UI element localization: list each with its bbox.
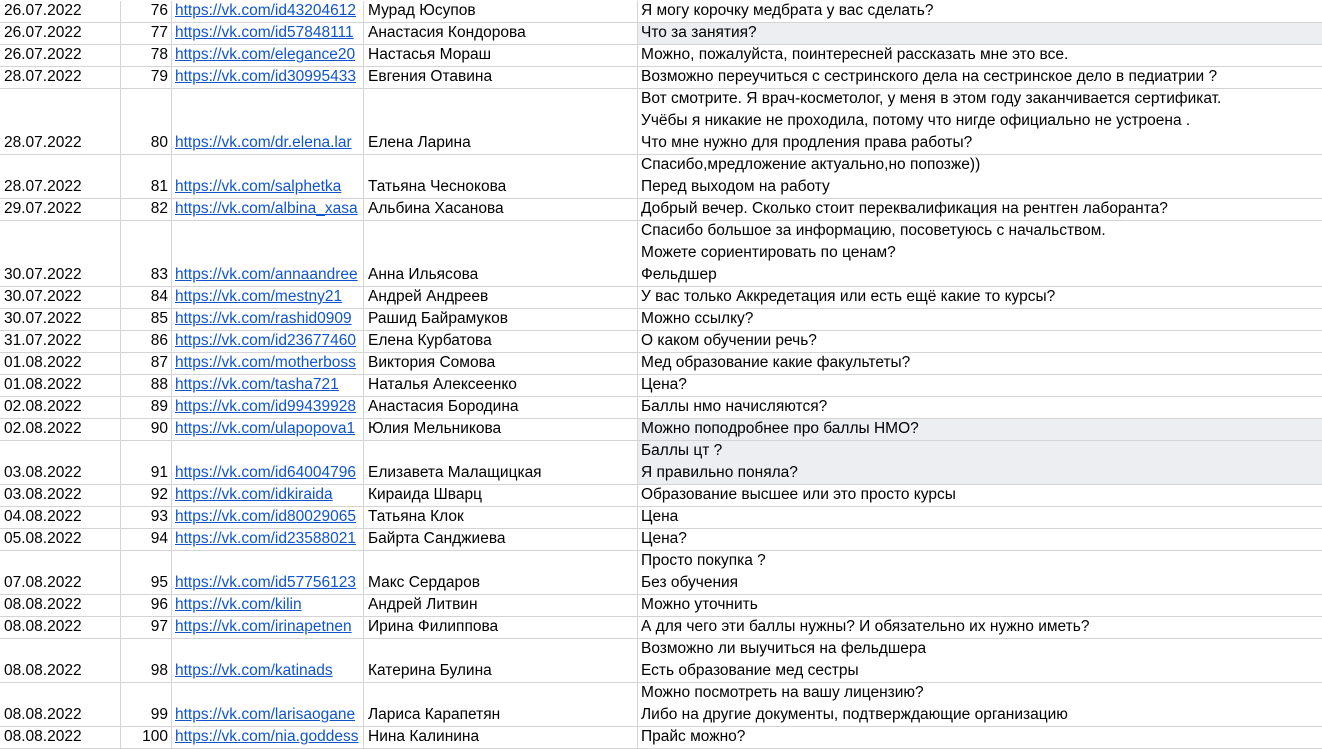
message-cell[interactable] [638,89,1322,155]
profile-link-text[interactable]: https://vk.com/id43204612 [175,2,356,19]
message-cell[interactable] [638,617,1322,639]
date-cell[interactable] [0,67,121,89]
number-cell[interactable] [121,551,172,595]
message-line: Добрый вечер. Сколько стоит переквалификация на рентген лаборанта? [641,200,1168,217]
number-cell[interactable] [121,441,172,485]
table-row [0,639,1322,683]
name-cell-text[interactable]: Нина Калинина [368,728,480,745]
date-cell[interactable] [0,309,121,331]
date-cell[interactable] [0,155,121,199]
message-line: Баллы цт ? [641,442,723,459]
profile-link-text[interactable]: https://vk.com/id57756123 [175,574,356,591]
message-cell[interactable] [638,331,1322,353]
message-cell[interactable] [638,221,1322,287]
date-cell-text[interactable]: 30.07.2022 [4,288,82,305]
name-cell-text[interactable]: Лариса Карапетян [368,706,501,723]
date-cell[interactable] [0,221,121,287]
profile-link-text[interactable]: https://vk.com/kilin [175,596,302,613]
date-cell-text[interactable]: 30.07.2022 [4,310,82,327]
name-cell[interactable] [364,67,638,89]
date-cell[interactable] [0,507,121,529]
table-row [0,89,1322,155]
name-cell-text[interactable]: Елена Курбатова [368,332,492,349]
number-cell[interactable] [121,419,172,441]
number-cell[interactable] [121,683,172,727]
profile-link[interactable] [172,529,364,551]
profile-link-text[interactable]: https://vk.com/dr.elena.lar [175,134,352,151]
name-cell-text[interactable]: Юлия Мельникова [368,420,502,437]
name-cell-text[interactable]: Елизавета Малащицкая [368,464,542,481]
name-cell-text[interactable]: Кираида Шварц [368,486,482,503]
profile-link-text[interactable]: https://vk.com/albina_xasa [175,200,358,217]
name-cell[interactable] [364,529,638,551]
profile-link-text[interactable]: https://vk.com/id57848111 [175,24,354,41]
date-cell[interactable] [0,353,121,375]
name-cell-text[interactable]: Анна Ильясова [368,266,479,283]
date-cell-text[interactable]: 07.08.2022 [4,574,82,591]
table-row [0,287,1322,309]
date-cell-text[interactable]: 02.08.2022 [4,420,82,437]
name-cell[interactable] [364,595,638,617]
number-cell[interactable] [121,331,172,353]
table-row [0,23,1322,45]
message-cell[interactable] [638,727,1322,749]
message-line: О каком обучении речь? [641,332,817,349]
profile-link[interactable] [172,441,364,485]
date-cell[interactable] [0,617,121,639]
table-row [0,595,1322,617]
date-cell-text[interactable]: 01.08.2022 [4,354,82,371]
date-cell[interactable] [0,551,121,595]
message-line: Есть образование мед сестры [641,662,859,679]
name-cell-text[interactable]: Макс Сердаров [368,574,480,591]
number-cell-text[interactable]: 78 [150,46,168,63]
date-cell-text[interactable]: 28.07.2022 [4,178,82,195]
name-cell-text[interactable]: Елена Ларина [368,134,471,151]
message-cell[interactable] [638,639,1322,683]
number-cell[interactable] [121,45,172,67]
message-cell[interactable] [638,287,1322,309]
number-cell[interactable] [121,485,172,507]
number-cell-text[interactable]: 96 [150,596,168,613]
message-cell[interactable] [638,353,1322,375]
message-line: Возможно ли выучиться на фельдшера [641,640,927,657]
profile-link[interactable] [172,683,364,727]
name-cell-text[interactable]: Альбина Хасанова [368,200,504,217]
date-cell[interactable] [0,639,121,683]
profile-link-text[interactable]: https://vk.com/ulapopova1 [175,420,356,437]
name-cell[interactable] [364,155,638,199]
profile-link[interactable] [172,221,364,287]
name-cell[interactable] [364,353,638,375]
table-row [0,199,1322,221]
table-row [0,45,1322,67]
number-cell-text[interactable]: 95 [150,574,168,591]
number-cell-text[interactable]: 85 [150,310,168,327]
table-row [0,485,1322,507]
name-cell[interactable] [364,23,638,45]
table-row [0,353,1322,375]
message-cell[interactable] [638,397,1322,419]
date-cell[interactable] [0,397,121,419]
date-cell-text[interactable]: 29.07.2022 [4,200,82,217]
number-cell-text[interactable]: 90 [150,420,168,437]
number-cell[interactable] [121,507,172,529]
name-cell[interactable] [364,639,638,683]
name-cell[interactable] [364,727,638,749]
message-line: Образование высшее или это просто курсы [641,486,956,503]
profile-link[interactable] [172,89,364,155]
message-cell[interactable] [638,441,1322,485]
number-cell-text[interactable]: 89 [150,398,168,415]
profile-link-text[interactable]: https://vk.com/id80029065 [175,508,356,525]
table-row [0,551,1322,595]
number-cell[interactable] [121,617,172,639]
date-cell[interactable] [0,419,121,441]
name-cell[interactable] [364,89,638,155]
profile-link-text[interactable]: https://vk.com/motherboss [175,354,356,371]
date-cell-text[interactable]: 08.08.2022 [4,728,82,745]
name-cell-text[interactable]: Ирина Филиппова [368,618,499,635]
profile-link-text[interactable]: https://vk.com/id23588021 [175,530,356,547]
table-row [0,67,1322,89]
message-cell[interactable] [638,45,1322,67]
date-cell[interactable] [0,23,121,45]
date-cell[interactable] [0,199,121,221]
date-cell-text[interactable]: 26.07.2022 [4,2,82,19]
number-cell[interactable] [121,89,172,155]
profile-link[interactable] [172,67,364,89]
number-cell[interactable] [121,67,172,89]
profile-link[interactable] [172,595,364,617]
table-row [0,1,1322,23]
message-cell[interactable] [638,551,1322,595]
message-cell[interactable] [638,683,1322,727]
message-line: Можно посмотреть на вашу лицензию? [641,684,924,701]
profile-link[interactable] [172,353,364,375]
date-cell[interactable] [0,595,121,617]
number-cell[interactable] [121,595,172,617]
message-line: Мед образование какие факультеты? [641,354,911,371]
table-row [0,727,1322,749]
date-cell-text[interactable]: 28.07.2022 [4,134,82,151]
message-line: У вас только Аккредетация или есть ещё какие то курсы? [641,288,1056,305]
number-cell[interactable] [121,353,172,375]
message-line: Что за занятия? [641,24,757,41]
message-cell[interactable] [638,23,1322,45]
message-cell[interactable] [638,595,1322,617]
date-cell[interactable] [0,529,121,551]
message-cell[interactable] [638,375,1322,397]
name-cell[interactable] [364,1,638,23]
profile-link-text[interactable]: https://vk.com/irinapetnen [175,618,352,635]
name-cell[interactable] [364,485,638,507]
name-cell[interactable] [364,309,638,331]
message-cell[interactable] [638,529,1322,551]
number-cell-text[interactable]: 94 [150,530,168,547]
name-cell[interactable] [364,419,638,441]
number-cell[interactable] [121,727,172,749]
name-cell-text[interactable]: Евгения Отавина [368,68,493,85]
table-row [0,683,1322,727]
number-cell[interactable] [121,309,172,331]
profile-link[interactable] [172,419,364,441]
profile-link[interactable] [172,727,364,749]
message-line: Можно уточнить [641,596,758,613]
message-line: Прайс можно? [641,728,746,745]
table-row [0,507,1322,529]
date-cell[interactable] [0,375,121,397]
profile-link-text[interactable]: https://vk.com/elegance20 [175,46,356,63]
date-cell-text[interactable]: 08.08.2022 [4,618,82,635]
profile-link[interactable] [172,507,364,529]
number-cell-text[interactable]: 83 [150,266,168,283]
name-cell-text[interactable]: Настасья Мораш [368,46,492,63]
name-cell-text[interactable]: Анастасия Кондорова [368,24,526,41]
number-cell-text[interactable]: 76 [150,2,168,19]
profile-link[interactable] [172,199,364,221]
name-cell[interactable] [364,551,638,595]
table-row [0,529,1322,551]
profile-link[interactable] [172,155,364,199]
date-cell-text[interactable]: 01.08.2022 [4,376,82,393]
message-line: Либо на другие документы, подтверждающие организацию [641,706,1068,723]
date-cell[interactable] [0,727,121,749]
message-line: Можно, пожалуйста, поинтересней рассказать мне это все. [641,46,1069,63]
date-cell-text[interactable]: 08.08.2022 [4,706,82,723]
message-line: Можно ссылку? [641,310,754,327]
profile-link-text[interactable]: https://vk.com/mestny21 [175,288,343,305]
message-line: Можете сориентировать по ценам? [641,244,896,261]
message-line: А для чего эти баллы нужны? И обязательно их нужно иметь? [641,618,1090,635]
message-line: Вот смотрите. Я врач-косметолог, у меня в этом году заканчивается сертификат. [641,90,1222,107]
date-cell[interactable] [0,89,121,155]
profile-link[interactable] [172,397,364,419]
date-cell[interactable] [0,1,121,23]
message-line: Спасибо,мредложение актуально,но попозже)) [641,156,981,173]
name-cell[interactable] [364,397,638,419]
date-cell-text[interactable]: 26.07.2022 [4,46,82,63]
number-cell-text[interactable]: 84 [150,288,168,305]
profile-link-text[interactable]: https://vk.com/katinads [175,662,333,679]
name-cell-text[interactable]: Татьяна Чеснокова [368,178,507,195]
table-row [0,397,1322,419]
date-cell-text[interactable]: 02.08.2022 [4,398,82,415]
number-cell-text[interactable]: 98 [150,662,168,679]
message-cell[interactable] [638,485,1322,507]
name-cell-text[interactable]: Байрта Санджиева [368,530,506,547]
name-cell-text[interactable]: Наталья Алексеенко [368,376,517,393]
table-row [0,375,1322,397]
number-cell[interactable] [121,287,172,309]
date-cell-text[interactable]: 08.08.2022 [4,662,82,679]
profile-link[interactable] [172,309,364,331]
name-cell-text[interactable]: Катерина Булина [368,662,492,679]
profile-link-text[interactable]: https://vk.com/id23677460 [175,332,356,349]
date-cell-text[interactable]: 04.08.2022 [4,508,82,525]
name-cell[interactable] [364,683,638,727]
name-cell-text[interactable]: Мурад Юсупов [368,2,476,19]
profile-link[interactable] [172,551,364,595]
message-line: Цена [641,508,679,525]
profile-link[interactable] [172,331,364,353]
number-cell-text[interactable]: 80 [150,134,168,151]
table-row [0,419,1322,441]
profile-link-text[interactable]: https://vk.com/nia.goddess [175,728,359,745]
number-cell[interactable] [121,155,172,199]
name-cell-text[interactable]: Андрей Андреев [368,288,489,305]
number-cell-text[interactable]: 87 [150,354,168,371]
number-cell-text[interactable]: 97 [150,618,168,635]
number-cell-text[interactable]: 79 [150,68,168,85]
number-cell[interactable] [121,639,172,683]
name-cell[interactable] [364,45,638,67]
number-cell[interactable] [121,397,172,419]
name-cell[interactable] [364,331,638,353]
message-cell[interactable] [638,1,1322,23]
message-line: Возможно переучиться с сестринского дела на сестринское дело в педиатрии ? [641,68,1218,85]
number-cell-text[interactable]: 82 [150,200,168,217]
message-line: Без обучения [641,574,739,591]
profile-link[interactable] [172,1,364,23]
message-line: Цена? [641,530,687,547]
profile-link[interactable] [172,375,364,397]
message-cell[interactable] [638,199,1322,221]
profile-link-text[interactable]: https://vk.com/tasha721 [175,376,339,393]
name-cell-text[interactable]: Татьяна Клок [368,508,464,525]
message-line: Спасибо большое за информацию, посоветуюсь с начальством. [641,222,1106,239]
profile-link[interactable] [172,485,364,507]
number-cell-text[interactable]: 77 [150,24,168,41]
table-row [0,155,1322,199]
profile-link[interactable] [172,45,364,67]
date-cell-text[interactable]: 28.07.2022 [4,68,82,85]
profile-link-text[interactable]: https://vk.com/id64004796 [175,464,356,481]
name-cell[interactable] [364,441,638,485]
table-row [0,221,1322,287]
date-cell[interactable] [0,331,121,353]
number-cell-text[interactable]: 99 [150,706,168,723]
number-cell-text[interactable]: 86 [150,332,168,349]
message-line: Цена? [641,376,687,393]
profile-link-text[interactable]: https://vk.com/salphetka [175,178,342,195]
message-line: Перед выходом на работу [641,178,830,195]
message-line: Учёбы я никакие не проходила, потому что нигде официально не устроена . [641,112,1191,129]
message-cell[interactable] [638,309,1322,331]
date-cell-text[interactable]: 26.07.2022 [4,24,82,41]
name-cell[interactable] [364,199,638,221]
message-line: Можно поподробнее про баллы НМО? [641,420,919,437]
date-cell[interactable] [0,287,121,309]
profile-link[interactable] [172,617,364,639]
date-cell[interactable] [0,441,121,485]
date-cell-text[interactable]: 05.08.2022 [4,530,82,547]
date-cell[interactable] [0,485,121,507]
profile-link-text[interactable]: https://vk.com/rashid0909 [175,310,352,327]
date-cell-text[interactable]: 03.08.2022 [4,464,82,481]
table-row [0,617,1322,639]
number-cell-text[interactable]: 81 [150,178,168,195]
number-cell[interactable] [121,375,172,397]
table-row [0,331,1322,353]
date-cell[interactable] [0,683,121,727]
number-cell[interactable] [121,529,172,551]
name-cell[interactable] [364,221,638,287]
number-cell[interactable] [121,199,172,221]
profile-link-text[interactable]: https://vk.com/annaandree [175,266,358,283]
profile-link[interactable] [172,287,364,309]
date-cell[interactable] [0,45,121,67]
message-cell[interactable] [638,507,1322,529]
profile-link-text[interactable]: https://vk.com/larisaogane [175,706,356,723]
name-cell[interactable] [364,617,638,639]
name-cell-text[interactable]: Анастасия Бородина [368,398,519,415]
number-cell-text[interactable]: 100 [142,728,168,745]
number-cell-text[interactable]: 88 [150,376,168,393]
message-line: Просто покупка ? [641,552,766,569]
message-line: Я правильно поняла? [641,464,798,481]
message-line: Фельдшер [641,266,717,283]
number-cell-text[interactable]: 92 [150,486,168,503]
number-cell[interactable] [121,1,172,23]
message-cell[interactable] [638,67,1322,89]
profile-link-text[interactable]: https://vk.com/id30995433 [175,68,356,85]
profile-link-text[interactable]: https://vk.com/idkiraida [175,486,333,503]
number-cell[interactable] [121,23,172,45]
name-cell[interactable] [364,287,638,309]
number-cell-text[interactable]: 93 [150,508,168,525]
name-cell-text[interactable]: Рашид Байрамуков [368,310,508,327]
name-cell[interactable] [364,507,638,529]
table-row [0,441,1322,485]
number-cell[interactable] [121,221,172,287]
message-cell[interactable] [638,419,1322,441]
date-cell-text[interactable]: 03.08.2022 [4,486,82,503]
message-line: Что мне нужно для продления права работы? [641,134,973,151]
profile-link-text[interactable]: https://vk.com/id99439928 [175,398,356,415]
profile-link[interactable] [172,639,364,683]
message-line: Я могу корочку медбрата у вас сделать? [641,2,934,19]
date-cell-text[interactable]: 30.07.2022 [4,266,82,283]
message-line: Баллы нмо начисляются? [641,398,828,415]
date-cell-text[interactable]: 31.07.2022 [4,332,82,349]
message-cell[interactable] [638,155,1322,199]
table-row [0,309,1322,331]
profile-link[interactable] [172,23,364,45]
number-cell-text[interactable]: 91 [150,464,168,481]
name-cell-text[interactable]: Андрей Литвин [368,596,478,613]
date-cell-text[interactable]: 08.08.2022 [4,596,82,613]
name-cell[interactable] [364,375,638,397]
name-cell-text[interactable]: Виктория Сомова [368,354,496,371]
